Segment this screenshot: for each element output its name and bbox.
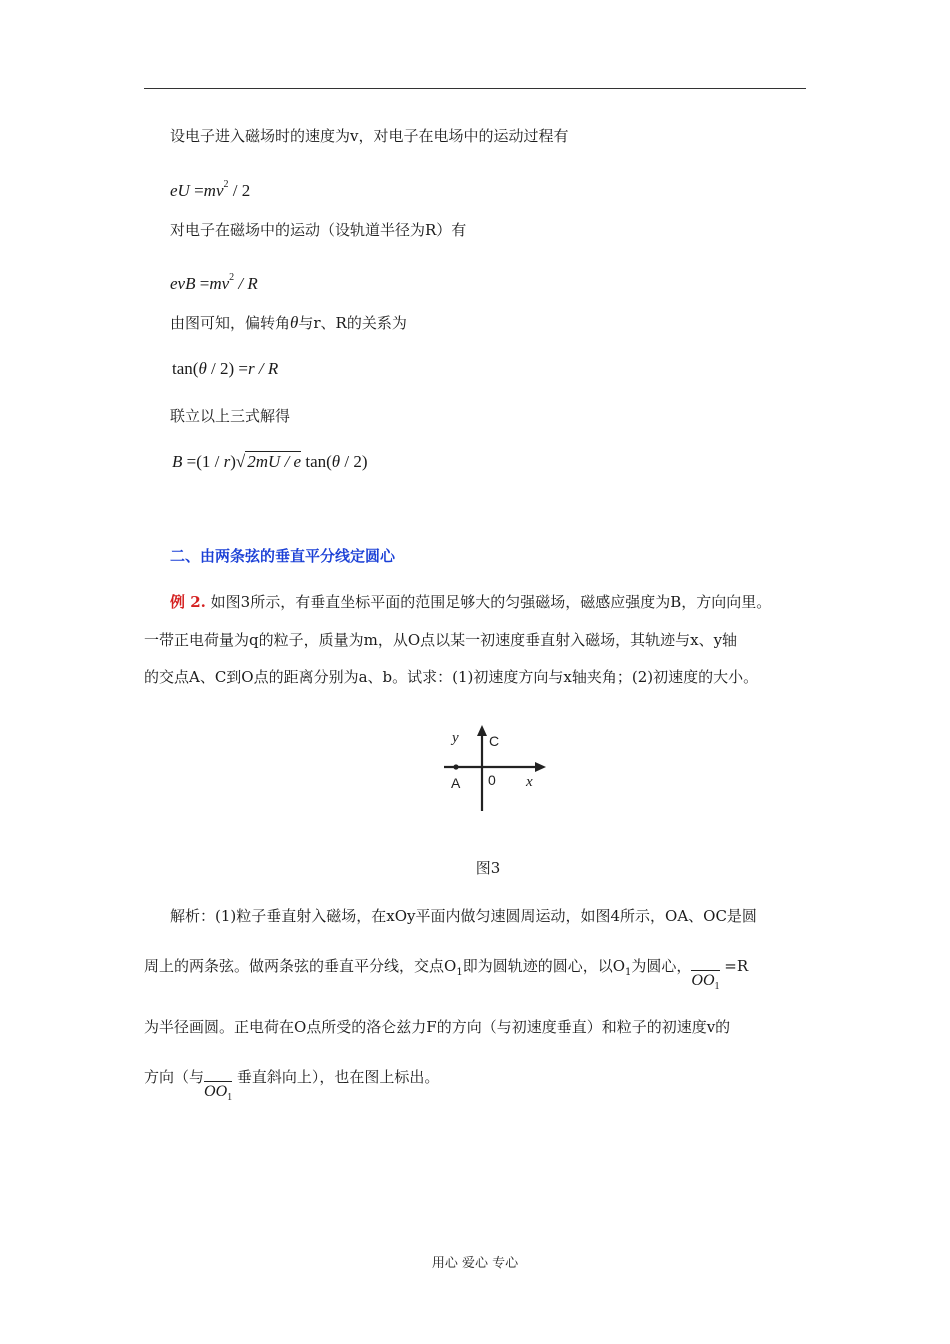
page-footer: 用心 爱心 专心: [431, 1256, 519, 1271]
example-line-3: 的交点A、C到O点的距离分别为a、b。试求：(1)初速度方向与x轴夹角；(2)初速度的大小。: [144, 668, 759, 686]
paragraph-velocity: 设电子进入磁场时的速度为v，对电子在电场中的运动过程有: [170, 127, 569, 145]
figure-caption: 图3: [475, 859, 501, 877]
analysis-line-1: 解析：(1)粒子垂直射入磁场，在xOy平面内做匀速圆周运动，如图4所示，OA、OC是圆: [170, 907, 757, 925]
header-rule: [144, 88, 806, 89]
paragraph-magnetic-motion: 对电子在磁场中的运动（设轨道半径为R）有: [170, 221, 467, 239]
section-heading: 二、由两条弦的垂直平分线定圆心: [170, 547, 396, 565]
c-label: C: [489, 733, 500, 749]
figure-3-axes: [436, 722, 556, 814]
point-a: [453, 764, 458, 769]
analysis-line-4: 方向（与$OO_1$ 垂直斜向上），也在图上标出。: [144, 1067, 439, 1106]
analysis-line-3: 为半径画圆。正电荷在O点所受的洛仑兹力F的方向（与初速度垂直）和粒子的初速度v的: [144, 1018, 731, 1036]
vector-oo1-second: $OO_1$: [204, 1081, 232, 1106]
x-axis-arrow: [535, 762, 546, 772]
y-label: y: [452, 730, 459, 746]
equation-result: B =(1 / r)√ 2mU / e tan(θ / 2): [172, 452, 368, 471]
example-line-1: 例 2. 如图3所示，有垂直坐标平面的范围足够大的匀强磁场，磁感应强度为B，方向向里。: [170, 593, 772, 611]
paragraph-combine: 联立以上三式解得: [170, 407, 291, 425]
a-label: A: [451, 775, 461, 791]
example-line-2: 一带正电荷量为q的粒子，质量为m，从O点以某一初速度垂直射入磁场，其轨迹与x、y轴: [144, 631, 738, 649]
equation-tangent: tan(θ / 2) =r / R: [172, 359, 279, 378]
origin-label: 0: [488, 772, 496, 788]
analysis-line-2: 周上的两条弦。做两条弦的垂直平分线，交点$O_1$即为圆轨迹的圆心，以$O_1$为圆心，$OO_1 =R$: [144, 956, 748, 995]
y-axis-arrow: [477, 725, 487, 736]
equation-lorentz: evB $=mv^2 / R$: [170, 272, 258, 293]
vector-oo1: $OO_1$: [691, 970, 719, 995]
example-label: 例 2.: [170, 593, 206, 611]
x-label: x: [526, 774, 533, 790]
paragraph-deflection: 由图可知，偏转角θ与r、R的关系为: [170, 313, 407, 332]
equation-energy: eU $=mv^2 / 2$: [170, 179, 251, 200]
